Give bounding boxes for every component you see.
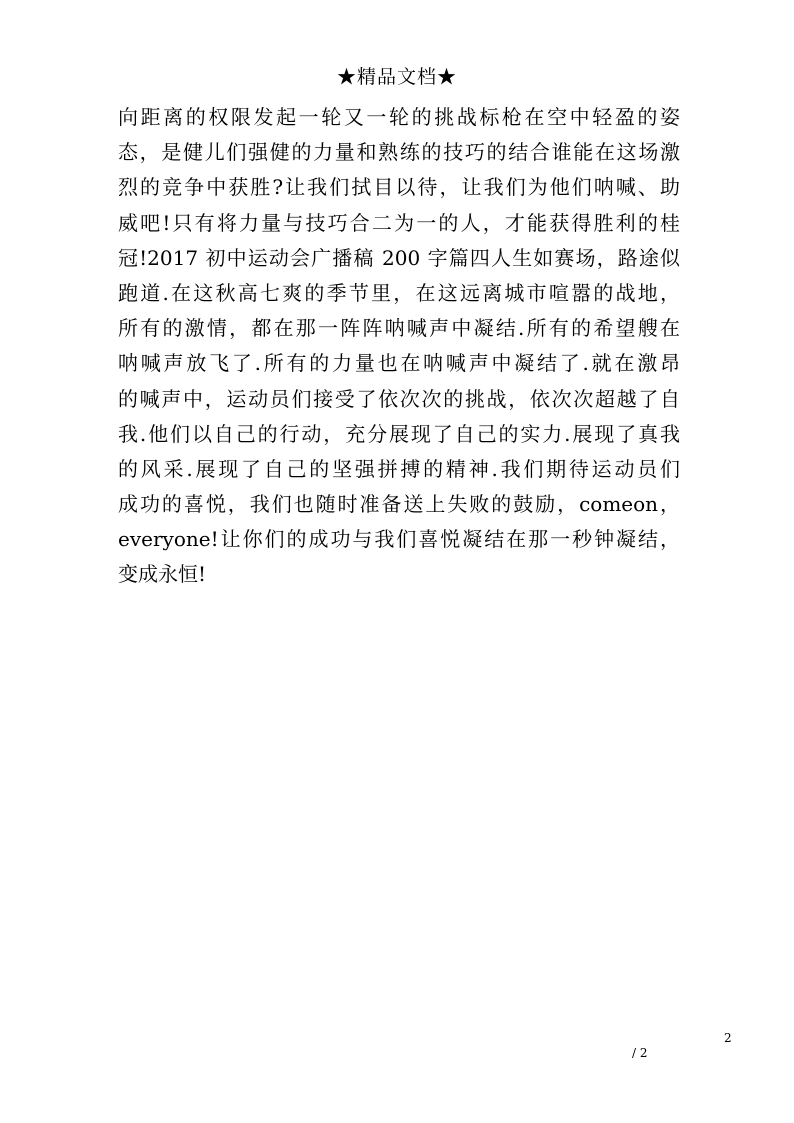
body-line: everyone!让你们的成功与我们喜悦凝结在那一秒钟凝结， <box>118 527 680 552</box>
body-line: 态，是健儿们强健的力量和熟练的技巧的结合谁能在这场激 <box>118 140 680 165</box>
body-line: 的风采.展现了自己的坚强拼搏的精神.我们期待运动员们 <box>118 456 680 481</box>
body-line: 成功的喜悦，我们也随时准备送上失败的鼓励，comeon， <box>118 492 680 517</box>
body-line: 威吧!只有将力量与技巧合二为一的人，才能获得胜利的桂 <box>118 210 680 235</box>
document-header-title: ★精品文档★ <box>336 66 457 88</box>
page-number: 2 <box>724 1031 732 1045</box>
body-line: 呐喊声放飞了.所有的力量也在呐喊声中凝结了.就在激昂 <box>118 351 680 376</box>
body-line: 冠!2017 初中运动会广播稿 200 字篇四人生如赛场，路途似 <box>118 245 680 270</box>
body-line: 所有的激情，都在那一阵阵呐喊声中凝结.所有的希望艘在 <box>118 316 680 341</box>
document-body <box>118 100 680 593</box>
body-line: 烈的竞争中获胜?让我们拭目以待，让我们为他们呐喊、助 <box>118 175 680 200</box>
page-count-indicator: / 2 <box>632 1046 648 1060</box>
body-line: 向距离的权限发起一轮又一轮的挑战标枪在空中轻盈的姿 <box>118 105 680 129</box>
body-line: 我.他们以自己的行动，充分展现了自己的实力.展现了真我 <box>118 421 680 446</box>
body-line-final: 变成永恒! <box>118 562 207 587</box>
body-line: 的喊声中，运动员们接受了依次次的挑战，依次次超越了自 <box>118 386 680 411</box>
body-line: 跑道.在这秋高七爽的季节里，在这远离城市喧嚣的战地， <box>118 280 680 305</box>
